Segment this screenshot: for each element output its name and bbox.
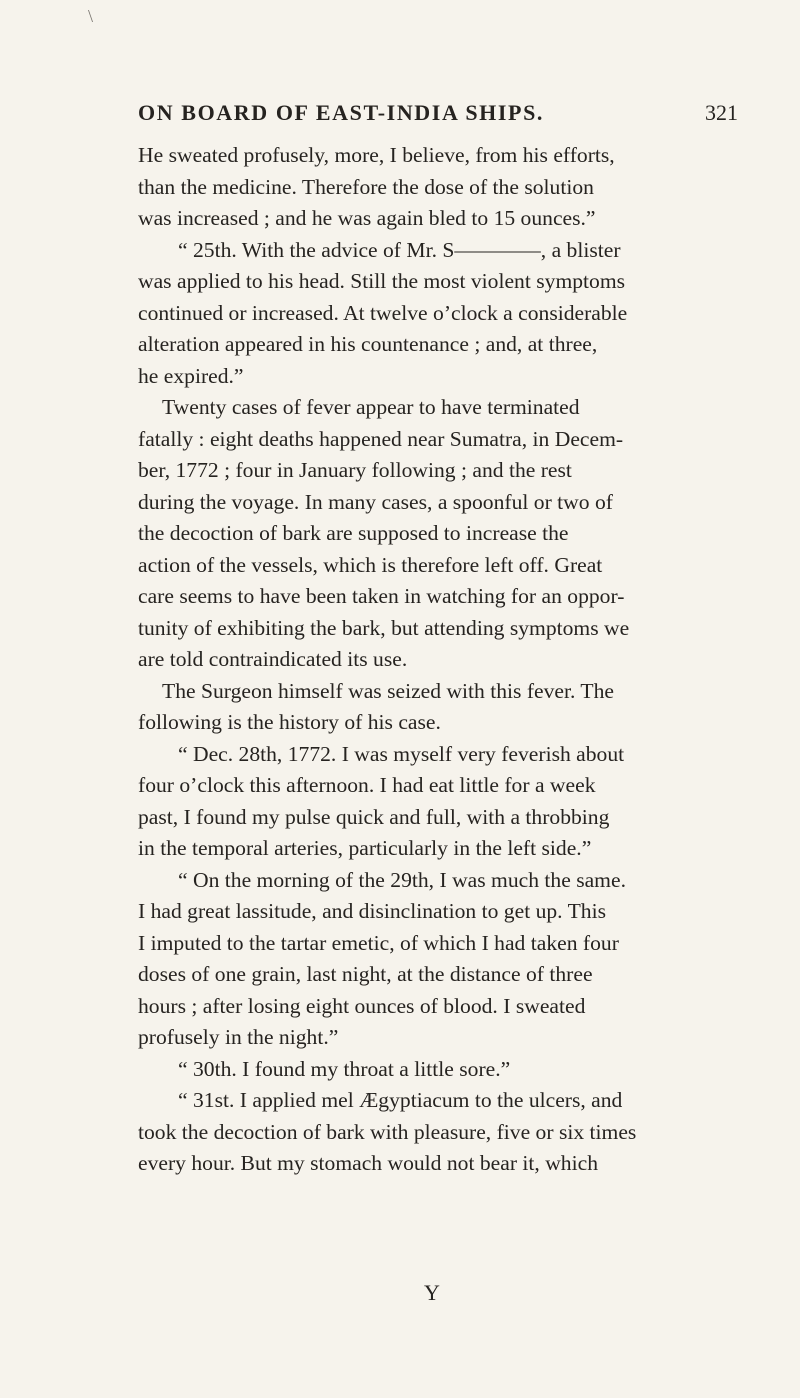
text-line: “ 30th. I found my throat a little sore.” xyxy=(178,1056,511,1081)
text-line: The Surgeon himself was seized with this fever. The xyxy=(162,678,614,703)
text-line: following is the history of his case. xyxy=(138,710,441,734)
text-line: care seems to have been taken in watching for an oppor- xyxy=(138,584,625,608)
page-header xyxy=(138,100,738,136)
text-line: “ On the morning of the 29th, I was much the same. xyxy=(178,867,626,892)
text-line: I imputed to the tartar emetic, of which I had taken four xyxy=(138,930,619,955)
text-line: tunity of exhibiting the bark, but attending symptoms we xyxy=(138,615,630,640)
text-line: profusely in the night.” xyxy=(138,1025,339,1049)
text-line: four o’clock this afternoon. I had eat little for a week xyxy=(138,773,596,797)
text-line: was applied to his head. Still the most violent symptoms xyxy=(138,269,626,293)
signature-mark: Y xyxy=(424,1280,440,1305)
text-line: Twenty cases of fever appear to have terminated xyxy=(162,395,580,419)
page-number: 321 xyxy=(705,100,738,125)
text-line: “ 25th. With the advice of Mr. S————, a blister xyxy=(178,237,621,262)
text-line: I had great lassitude, and disinclination to get up. This xyxy=(138,899,606,923)
text-line: ber, 1772 ; four in January following ; and the rest xyxy=(138,458,572,482)
text-line: every hour. But my stomach would not bear it, which xyxy=(138,1151,598,1175)
text-line: the decoction of bark are supposed to increase the xyxy=(138,521,569,545)
text-line: action of the vessels, which is therefore left off. Great xyxy=(138,552,603,577)
running-head: ON BOARD OF EAST-INDIA SHIPS. xyxy=(138,100,545,125)
text-line: hours ; after losing eight ounces of blood. I sweated xyxy=(138,993,586,1018)
text-line: than the medicine. Therefore the dose of the solution xyxy=(138,174,594,199)
text-line: doses of one grain, last night, at the distance of three xyxy=(138,962,593,986)
text-line: past, I found my pulse quick and full, with a throbbing xyxy=(138,804,610,829)
text-line: alteration appeared in his countenance ; and, at three, xyxy=(138,332,598,356)
text-line: continued or increased. At twelve o’clock a considerable xyxy=(138,300,628,325)
margin-mark: \ xyxy=(88,6,94,26)
text-line: during the voyage. In many cases, a spoonful or two of xyxy=(138,489,613,514)
text-line: fatally : eight deaths happened near Sumatra, in Decem- xyxy=(138,426,624,451)
body-text xyxy=(138,140,741,1180)
text-line: in the temporal arteries, particularly in the left side.” xyxy=(138,836,592,860)
text-line: He sweated profusely, more, I believe, from his efforts, xyxy=(138,143,615,167)
text-line: he expired.” xyxy=(138,363,244,388)
text-line: “ 31st. I applied mel Ægyptiacum to the ulcers, and xyxy=(178,1088,623,1112)
text-line: was increased ; and he was again bled to 15 ounces.” xyxy=(138,206,596,230)
text-line: took the decoction of bark with pleasure, five or six times xyxy=(138,1119,637,1144)
text-line: “ Dec. 28th, 1772. I was myself very feverish about xyxy=(178,741,625,766)
text-line: are told contraindicated its use. xyxy=(138,647,408,671)
